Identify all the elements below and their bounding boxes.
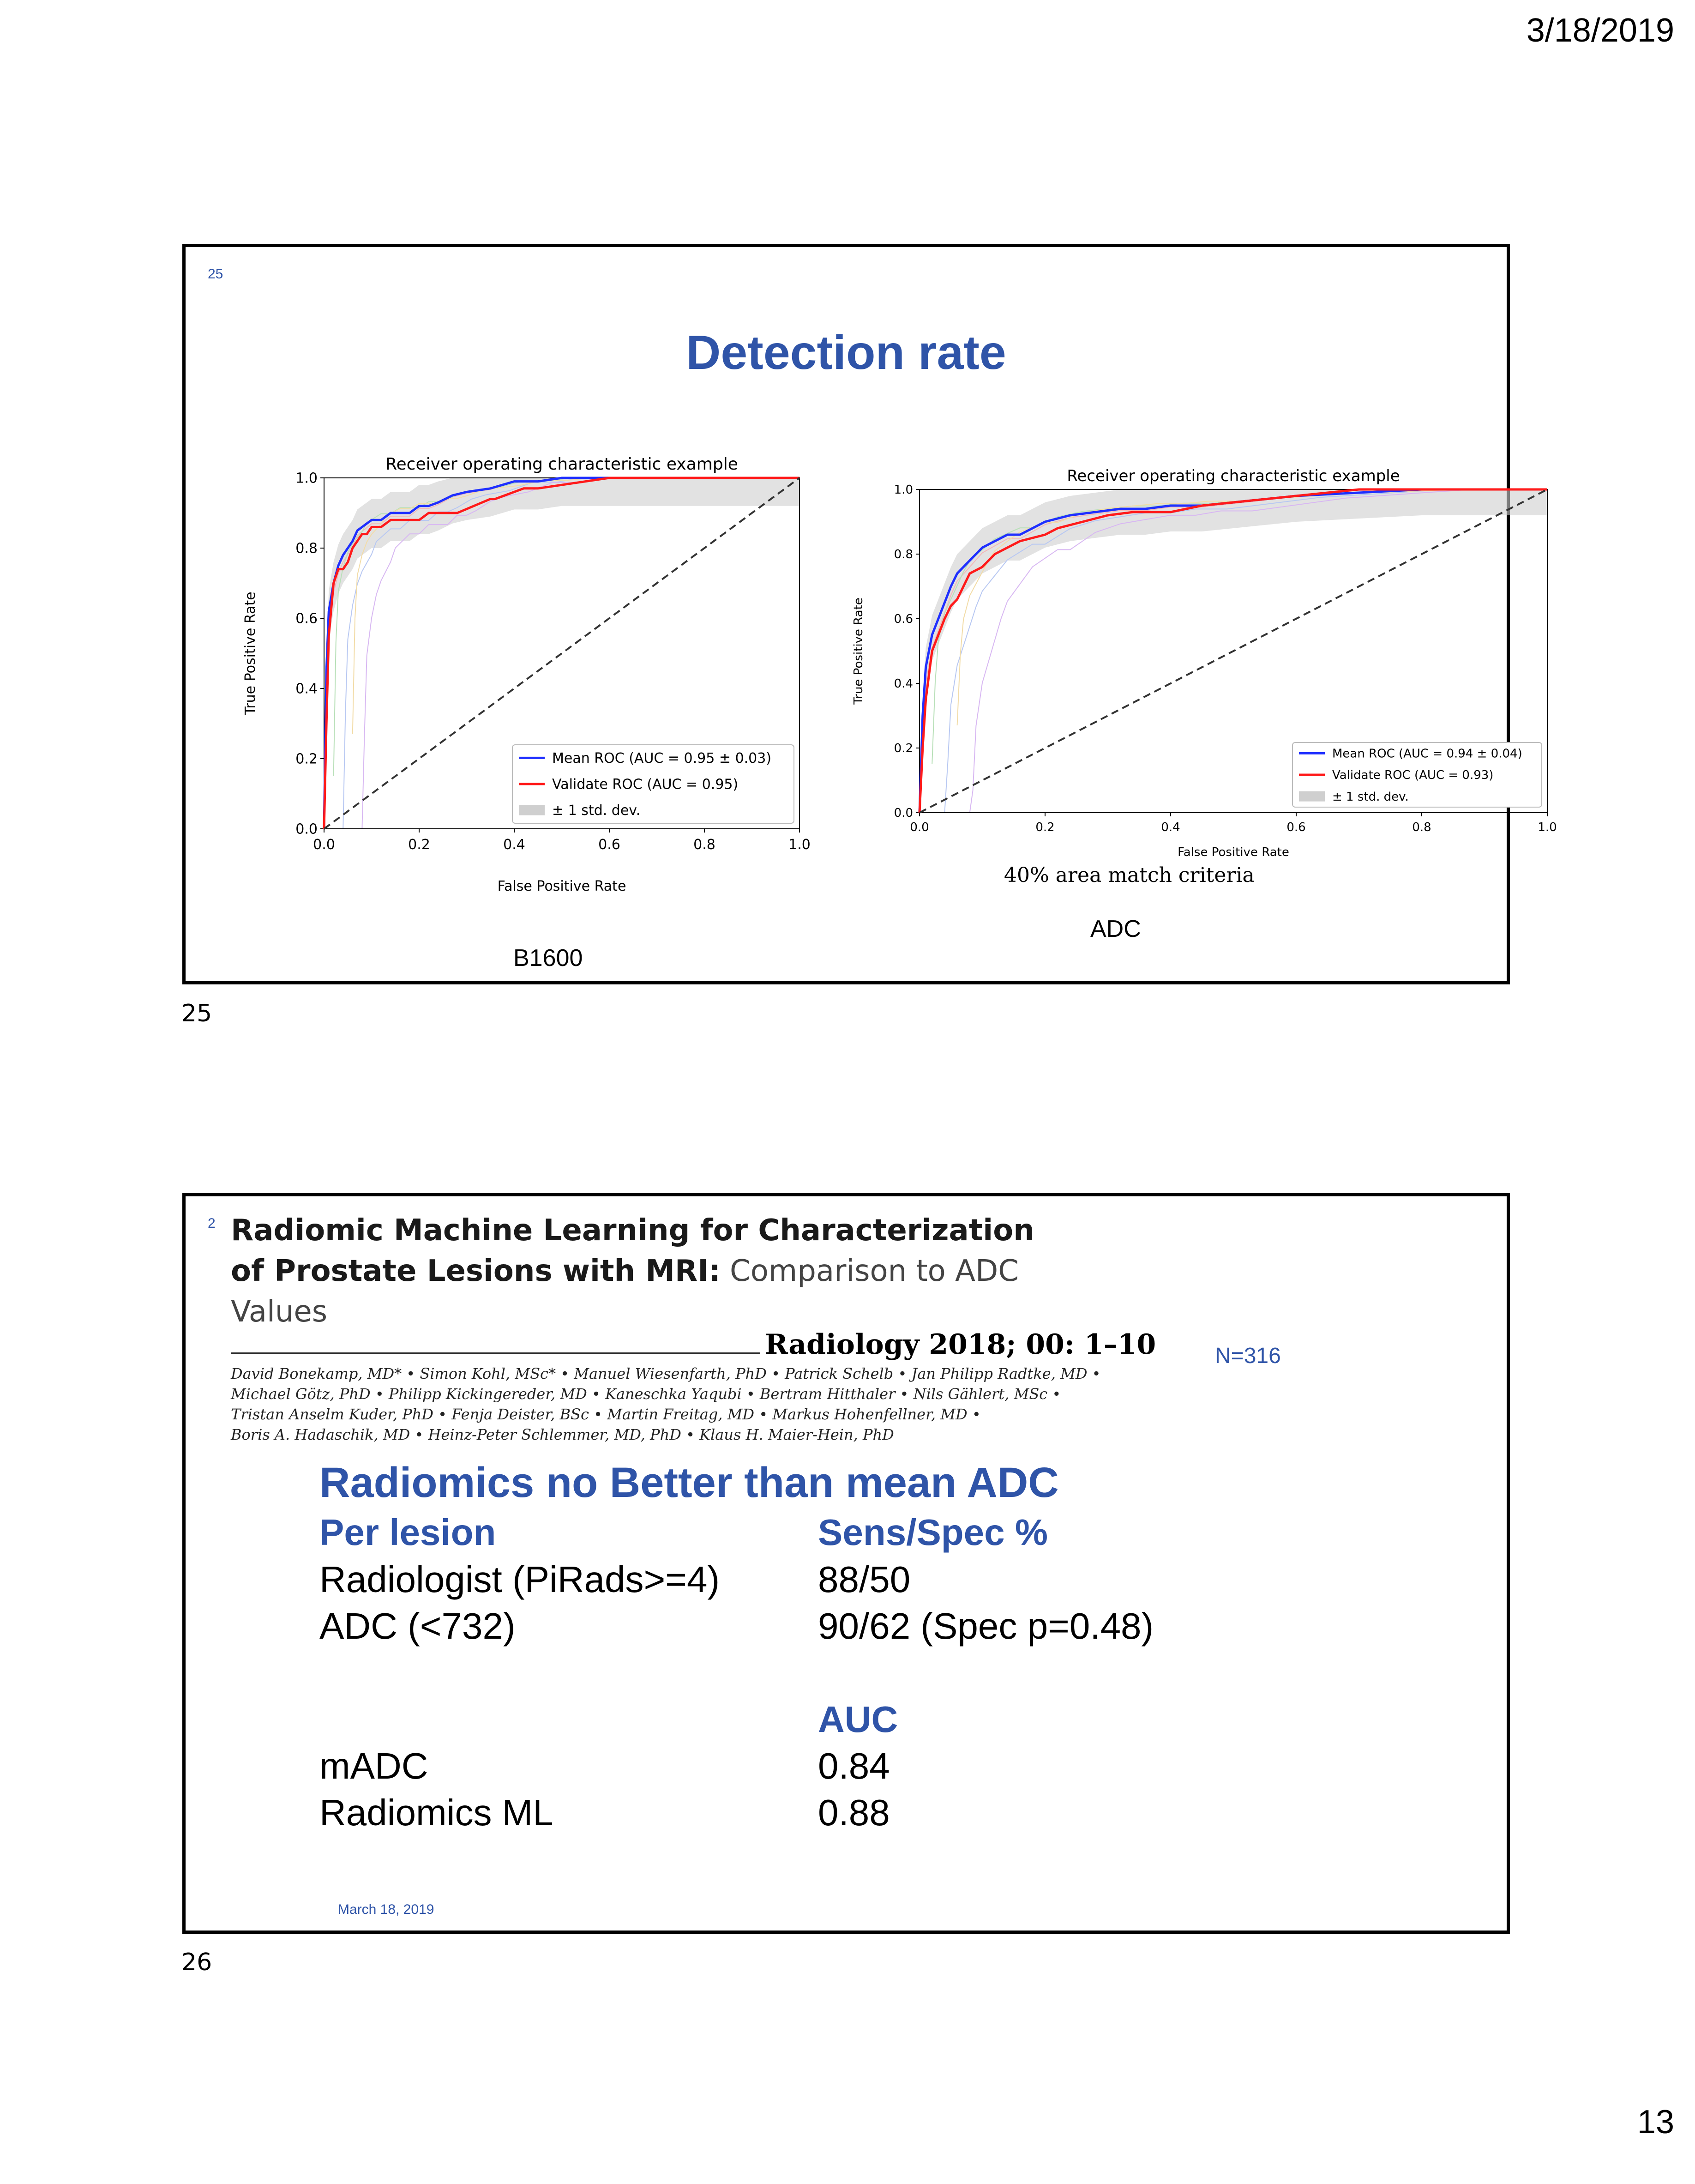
- paper-title-line-2-bold: of Prostate Lesions with MRI:: [231, 1254, 721, 1288]
- slide-index-label: 26: [181, 1949, 212, 1976]
- y-axis-label: True Positive Rate: [242, 591, 258, 715]
- auc-header: AUC: [818, 1699, 898, 1740]
- y-tick-label: 0.6: [894, 612, 913, 627]
- sample-size: N=316: [1215, 1344, 1281, 1368]
- y-tick-label: 0.4: [894, 677, 913, 691]
- roc-svg: [241, 450, 841, 893]
- x-tick-label: 0.6: [1286, 821, 1306, 834]
- x-tick-label: 0.4: [503, 837, 525, 853]
- footer-date: March 18, 2019: [338, 1902, 434, 1917]
- author-line: David Bonekamp, MD* • Simon Kohl, MSc* • Manuel Wiesenfarth, PhD • Patrick Schelb • Jan Philipp Radtke, MD •: [231, 1365, 1101, 1382]
- slide-radiomics: [182, 1193, 1510, 1934]
- x-axis-label: False Positive Rate: [497, 878, 626, 894]
- row-value: 90/62 (Spec p=0.48): [818, 1605, 1154, 1647]
- x-tick-label: 0.0: [910, 821, 929, 834]
- slide-small-number: 25: [208, 266, 223, 282]
- x-tick-label: 1.0: [1538, 821, 1557, 834]
- slide-detection-rate: [182, 244, 1557, 984]
- caption-b1600: B1600: [513, 945, 583, 971]
- x-tick-label: 0.0: [313, 837, 335, 853]
- auc-row-value: 0.88: [818, 1792, 890, 1833]
- row-label: Radiologist (PiRads>=4): [319, 1559, 720, 1600]
- x-tick-label: 0.6: [598, 837, 620, 853]
- y-tick-label: 0.2: [295, 751, 318, 767]
- chart-title: Receiver operating characteristic example: [385, 455, 738, 474]
- legend-label: Validate ROC (AUC = 0.95): [552, 776, 739, 793]
- y-tick-label: 0.0: [894, 806, 913, 821]
- caption-adc: ADC: [1090, 916, 1141, 942]
- row-value: 88/50: [818, 1559, 911, 1600]
- x-tick-label: 0.2: [1035, 821, 1055, 834]
- y-tick-label: 1.0: [295, 470, 318, 487]
- roc-svg: [850, 462, 1561, 859]
- author-line: Tristan Anselm Kuder, PhD • Fenja Deister, BSc • Martin Freitag, MD • Markus Hohenfellner, MD •: [231, 1406, 981, 1423]
- roc-chart-adc: [850, 462, 1561, 859]
- author-line: Boris A. Hadaschik, MD • Heinz-Peter Schlemmer, MD, PhD • Klaus H. Maier-Hein, PhD: [231, 1426, 894, 1443]
- x-tick-label: 0.4: [1161, 821, 1180, 834]
- paper-title: [231, 1210, 1034, 1332]
- y-tick-label: 0.6: [295, 610, 318, 627]
- slide-small-number: 2: [208, 1216, 216, 1231]
- slide-title: Detection rate: [686, 326, 1006, 380]
- legend-label: ± 1 std. dev.: [1332, 790, 1409, 804]
- roc-chart-b1600: [241, 450, 841, 893]
- headline: Radiomics no Better than mean ADC: [319, 1459, 1059, 1506]
- chart-title: Receiver operating characteristic example: [1067, 467, 1400, 485]
- paper-title-line-3: Values: [231, 1295, 328, 1329]
- legend-std-swatch: [519, 805, 545, 815]
- page-date: 3/18/2019: [1526, 12, 1674, 49]
- legend-label: Validate ROC (AUC = 0.93): [1332, 768, 1494, 783]
- y-tick-label: 0.2: [894, 742, 913, 756]
- legend-label: Mean ROC (AUC = 0.94 ± 0.04): [1332, 747, 1522, 761]
- auc-row-label: Radiomics ML: [319, 1792, 553, 1833]
- journal-citation: Radiology 2018; 00: 1–10: [760, 1328, 1156, 1361]
- author-list: [231, 1363, 1101, 1445]
- x-tick-label: 1.0: [788, 837, 811, 853]
- legend-label: ± 1 std. dev.: [552, 802, 641, 819]
- legend-label: Mean ROC (AUC = 0.95 ± 0.03): [552, 750, 772, 766]
- y-tick-label: 0.8: [295, 540, 318, 557]
- y-axis-label: True Positive Rate: [852, 597, 866, 705]
- y-tick-label: 0.4: [295, 681, 318, 697]
- area-match-criteria: 40% area match criteria: [1004, 863, 1255, 887]
- x-tick-label: 0.8: [693, 837, 715, 853]
- y-tick-label: 0.0: [295, 821, 318, 838]
- slide-index-label: 25: [181, 1000, 212, 1027]
- row-label: ADC (<732): [319, 1605, 516, 1647]
- col-header-per-lesion: Per lesion: [319, 1512, 496, 1553]
- x-tick-label: 0.8: [1412, 821, 1431, 834]
- paper-title-line-1: Radiomic Machine Learning for Characterization: [231, 1213, 1034, 1248]
- x-tick-label: 0.2: [408, 837, 430, 853]
- col-header-sens-spec: Sens/Spec %: [818, 1512, 1048, 1553]
- x-axis-label: False Positive Rate: [1178, 845, 1289, 859]
- y-tick-label: 1.0: [894, 483, 913, 497]
- page-number: 13: [1637, 2104, 1674, 2141]
- paper-title-line-2-light: Comparison to ADC: [730, 1254, 1019, 1288]
- auc-row-value: 0.84: [818, 1745, 890, 1786]
- y-tick-label: 0.8: [894, 548, 913, 562]
- auc-row-label: mADC: [319, 1745, 428, 1786]
- author-line: Michael Götz, PhD • Philipp Kickingereder, MD • Kaneschka Yaqubi • Bertram Hitthaler • Nils Gählert, MSc •: [231, 1385, 1061, 1403]
- legend-std-swatch: [1299, 791, 1325, 802]
